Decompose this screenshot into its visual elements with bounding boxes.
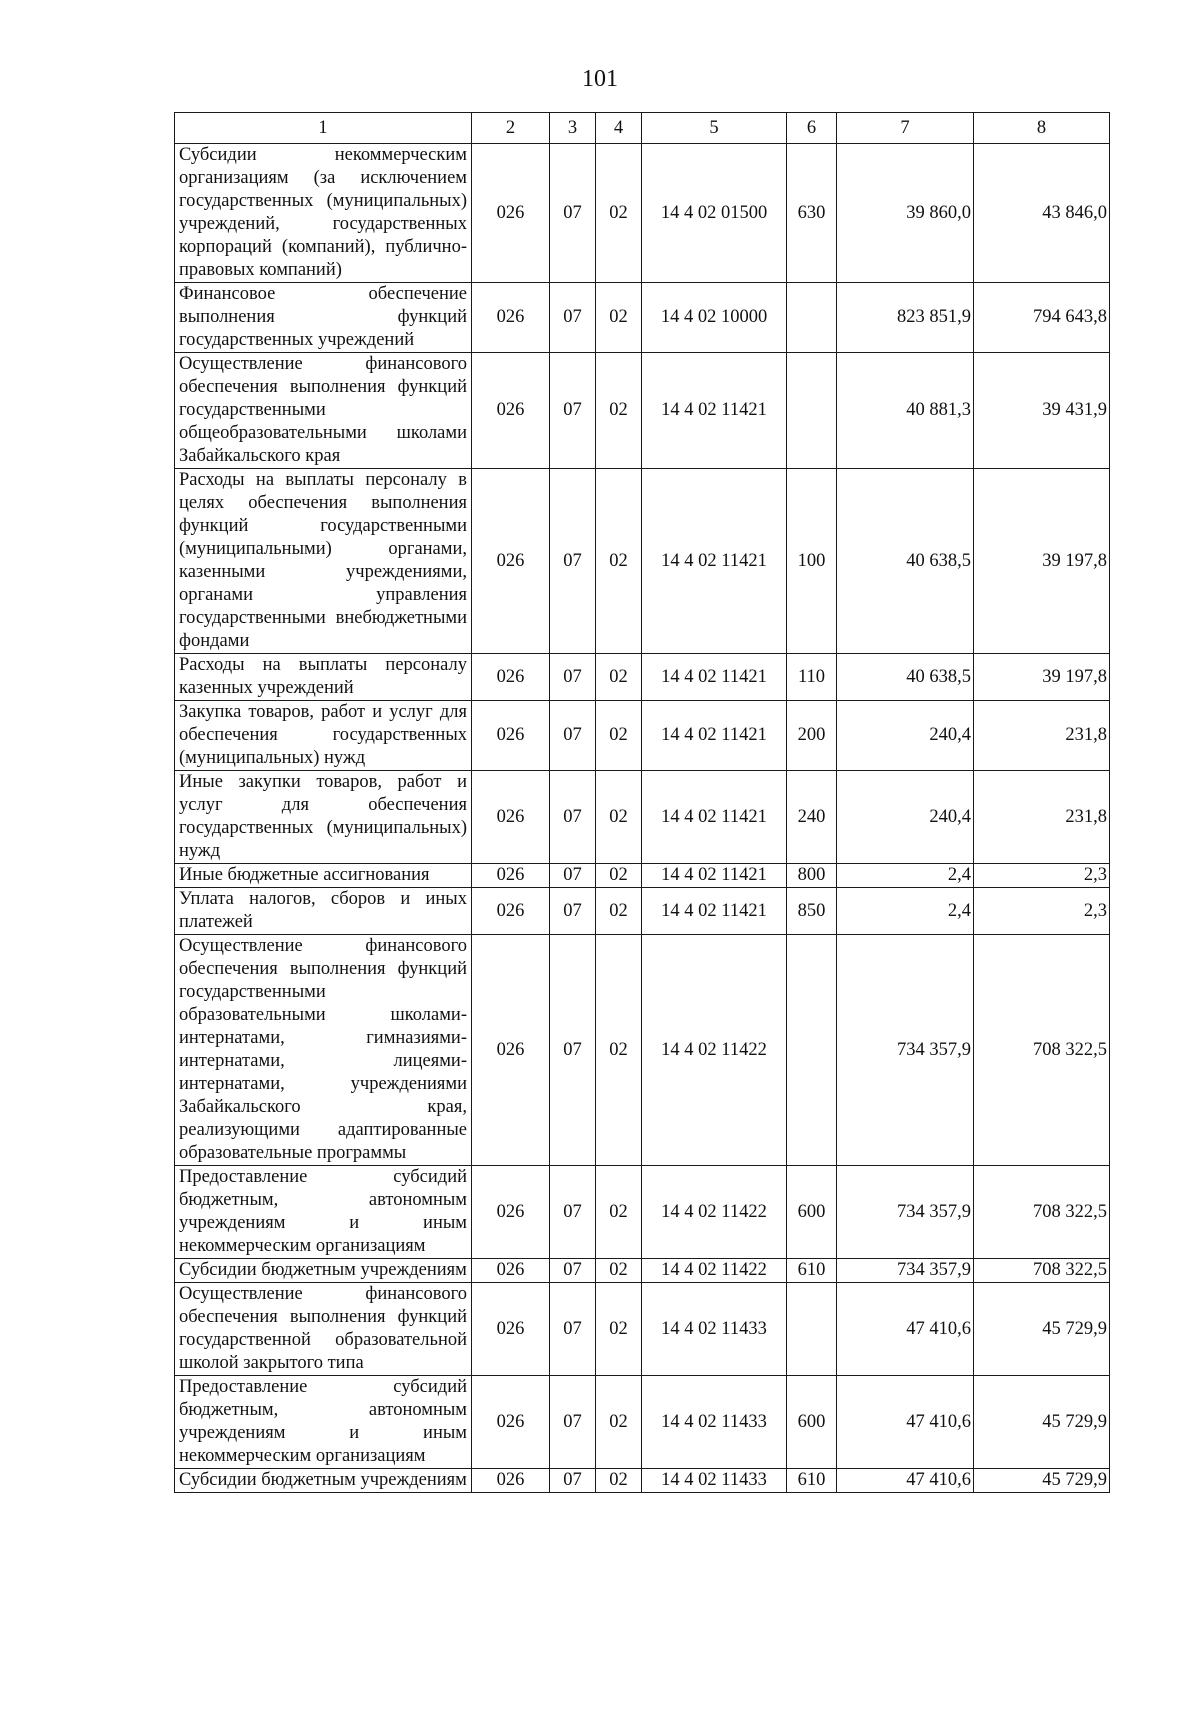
table-row — [175, 701, 1110, 771]
expense-type-code: 100 — [787, 469, 837, 654]
table-row — [175, 888, 1110, 935]
table-row — [175, 1376, 1110, 1469]
target-article-code: 14 4 02 11433 — [642, 1283, 787, 1376]
row-description: Финансовое обеспечение выполнения функций государственных учреждений — [175, 283, 472, 353]
expense-type-code: 200 — [787, 701, 837, 771]
expense-type-code — [787, 283, 837, 353]
column-header: 7 — [837, 113, 974, 144]
target-article-code: 14 4 02 11421 — [642, 771, 787, 864]
row-description: Предоставление субсидий бюджетным, автономным учреждениям и иным некоммерческим организациям — [175, 1166, 472, 1259]
amount-year-2: 231,8 — [974, 771, 1110, 864]
target-article-code: 14 4 02 11433 — [642, 1469, 787, 1493]
subsection-code: 02 — [596, 1259, 642, 1283]
target-article-code: 14 4 02 11421 — [642, 353, 787, 469]
amount-year-1: 47 410,6 — [837, 1283, 974, 1376]
expense-type-code: 240 — [787, 771, 837, 864]
ministry-code: 026 — [472, 864, 550, 888]
section-code: 07 — [550, 144, 596, 283]
row-description: Субсидии бюджетным учреждениям — [175, 1469, 472, 1493]
ministry-code: 026 — [472, 771, 550, 864]
subsection-code: 02 — [596, 888, 642, 935]
section-code: 07 — [550, 283, 596, 353]
section-code: 07 — [550, 935, 596, 1166]
row-description: Уплата налогов, сборов и иных платежей — [175, 888, 472, 935]
amount-year-2: 2,3 — [974, 864, 1110, 888]
row-description: Иные закупки товаров, работ и услуг для обеспечения государственных (муниципальных) нужд — [175, 771, 472, 864]
page-number: 101 — [582, 66, 618, 92]
table-row — [175, 144, 1110, 283]
amount-year-1: 240,4 — [837, 771, 974, 864]
amount-year-1: 47 410,6 — [837, 1376, 974, 1469]
amount-year-2: 45 729,9 — [974, 1469, 1110, 1493]
row-description: Осуществление финансового обеспечения выполнения функций государственной образовательной школой закрытого типа — [175, 1283, 472, 1376]
row-description: Осуществление финансового обеспечения выполнения функций государственными общеобразовательными школами Забайкальского края — [175, 353, 472, 469]
expense-type-code: 110 — [787, 654, 837, 701]
subsection-code: 02 — [596, 864, 642, 888]
amount-year-2: 231,8 — [974, 701, 1110, 771]
target-article-code: 14 4 02 01500 — [642, 144, 787, 283]
budget-table — [174, 112, 1110, 1493]
row-description: Осуществление финансового обеспечения выполнения функций государственными образовательными школами-интернатами, гимназиями-интернатами, лицеями-интернатами, учреждениями Забайкальского края, реализующими адаптированные образовательные программы — [175, 935, 472, 1166]
subsection-code: 02 — [596, 353, 642, 469]
column-header: 2 — [472, 113, 550, 144]
subsection-code: 02 — [596, 1166, 642, 1259]
amount-year-1: 734 357,9 — [837, 1259, 974, 1283]
ministry-code: 026 — [472, 1166, 550, 1259]
target-article-code: 14 4 02 11422 — [642, 1166, 787, 1259]
column-header: 3 — [550, 113, 596, 144]
section-code: 07 — [550, 353, 596, 469]
section-code: 07 — [550, 1469, 596, 1493]
target-article-code: 14 4 02 11433 — [642, 1376, 787, 1469]
ministry-code: 026 — [472, 701, 550, 771]
table-row — [175, 1469, 1110, 1493]
amount-year-1: 734 357,9 — [837, 935, 974, 1166]
column-header: 1 — [175, 113, 472, 144]
amount-year-2: 45 729,9 — [974, 1283, 1110, 1376]
column-header: 4 — [596, 113, 642, 144]
table-row — [175, 771, 1110, 864]
expense-type-code: 600 — [787, 1376, 837, 1469]
amount-year-2: 39 431,9 — [974, 353, 1110, 469]
ministry-code: 026 — [472, 935, 550, 1166]
row-description: Закупка товаров, работ и услуг для обеспечения государственных (муниципальных) нужд — [175, 701, 472, 771]
expense-type-code: 850 — [787, 888, 837, 935]
expense-type-code — [787, 353, 837, 469]
target-article-code: 14 4 02 11421 — [642, 888, 787, 935]
table-row — [175, 1259, 1110, 1283]
section-code: 07 — [550, 771, 596, 864]
table-row — [175, 1166, 1110, 1259]
ministry-code: 026 — [472, 283, 550, 353]
amount-year-1: 734 357,9 — [837, 1166, 974, 1259]
section-code: 07 — [550, 1376, 596, 1469]
section-code: 07 — [550, 1166, 596, 1259]
row-description: Предоставление субсидий бюджетным, автономным учреждениям и иным некоммерческим организациям — [175, 1376, 472, 1469]
ministry-code: 026 — [472, 1283, 550, 1376]
subsection-code: 02 — [596, 935, 642, 1166]
amount-year-2: 39 197,8 — [974, 654, 1110, 701]
column-header: 6 — [787, 113, 837, 144]
expense-type-code: 600 — [787, 1166, 837, 1259]
subsection-code: 02 — [596, 701, 642, 771]
target-article-code: 14 4 02 11421 — [642, 701, 787, 771]
amount-year-1: 2,4 — [837, 888, 974, 935]
ministry-code: 026 — [472, 1376, 550, 1469]
expense-type-code: 800 — [787, 864, 837, 888]
ministry-code: 026 — [472, 1259, 550, 1283]
column-header: 5 — [642, 113, 787, 144]
section-code: 07 — [550, 888, 596, 935]
subsection-code: 02 — [596, 1283, 642, 1376]
ministry-code: 026 — [472, 469, 550, 654]
table-row — [175, 654, 1110, 701]
section-code: 07 — [550, 1259, 596, 1283]
amount-year-1: 39 860,0 — [837, 144, 974, 283]
amount-year-1: 40 638,5 — [837, 654, 974, 701]
section-code: 07 — [550, 864, 596, 888]
expense-type-code — [787, 1283, 837, 1376]
row-description: Субсидии некоммерческим организациям (за исключением государственных (муниципальных) учреждений, государственных корпораций (компаний), публично-правовых компаний) — [175, 144, 472, 283]
subsection-code: 02 — [596, 144, 642, 283]
ministry-code: 026 — [472, 144, 550, 283]
subsection-code: 02 — [596, 654, 642, 701]
ministry-code: 026 — [472, 1469, 550, 1493]
expense-type-code — [787, 935, 837, 1166]
target-article-code: 14 4 02 11422 — [642, 935, 787, 1166]
amount-year-2: 708 322,5 — [974, 1166, 1110, 1259]
table-row — [175, 469, 1110, 654]
amount-year-1: 47 410,6 — [837, 1469, 974, 1493]
ministry-code: 026 — [472, 654, 550, 701]
row-description: Иные бюджетные ассигнования — [175, 864, 472, 888]
expense-type-code: 610 — [787, 1259, 837, 1283]
column-header: 8 — [974, 113, 1110, 144]
expense-type-code: 610 — [787, 1469, 837, 1493]
amount-year-1: 2,4 — [837, 864, 974, 888]
subsection-code: 02 — [596, 469, 642, 654]
amount-year-1: 240,4 — [837, 701, 974, 771]
expense-type-code: 630 — [787, 144, 837, 283]
table-row — [175, 1283, 1110, 1376]
row-description: Субсидии бюджетным учреждениям — [175, 1259, 472, 1283]
section-code: 07 — [550, 654, 596, 701]
amount-year-2: 708 322,5 — [974, 1259, 1110, 1283]
table-row — [175, 283, 1110, 353]
section-code: 07 — [550, 1283, 596, 1376]
row-description: Расходы на выплаты персоналу в целях обеспечения выполнения функций государственными (муниципальными) органами, казенными учреждениями, органами управления государственными внебюджетными фондами — [175, 469, 472, 654]
table-row — [175, 935, 1110, 1166]
subsection-code: 02 — [596, 1469, 642, 1493]
amount-year-2: 794 643,8 — [974, 283, 1110, 353]
subsection-code: 02 — [596, 283, 642, 353]
table-row — [175, 864, 1110, 888]
table-header-row — [175, 113, 1110, 144]
table-row — [175, 353, 1110, 469]
subsection-code: 02 — [596, 771, 642, 864]
row-description: Расходы на выплаты персоналу казенных учреждений — [175, 654, 472, 701]
subsection-code: 02 — [596, 1376, 642, 1469]
target-article-code: 14 4 02 11422 — [642, 1259, 787, 1283]
ministry-code: 026 — [472, 353, 550, 469]
amount-year-1: 40 881,3 — [837, 353, 974, 469]
target-article-code: 14 4 02 11421 — [642, 654, 787, 701]
amount-year-2: 45 729,9 — [974, 1376, 1110, 1469]
section-code: 07 — [550, 701, 596, 771]
amount-year-2: 708 322,5 — [974, 935, 1110, 1166]
amount-year-1: 40 638,5 — [837, 469, 974, 654]
section-code: 07 — [550, 469, 596, 654]
amount-year-2: 2,3 — [974, 888, 1110, 935]
target-article-code: 14 4 02 11421 — [642, 864, 787, 888]
target-article-code: 14 4 02 10000 — [642, 283, 787, 353]
amount-year-1: 823 851,9 — [837, 283, 974, 353]
ministry-code: 026 — [472, 888, 550, 935]
target-article-code: 14 4 02 11421 — [642, 469, 787, 654]
amount-year-2: 39 197,8 — [974, 469, 1110, 654]
amount-year-2: 43 846,0 — [974, 144, 1110, 283]
